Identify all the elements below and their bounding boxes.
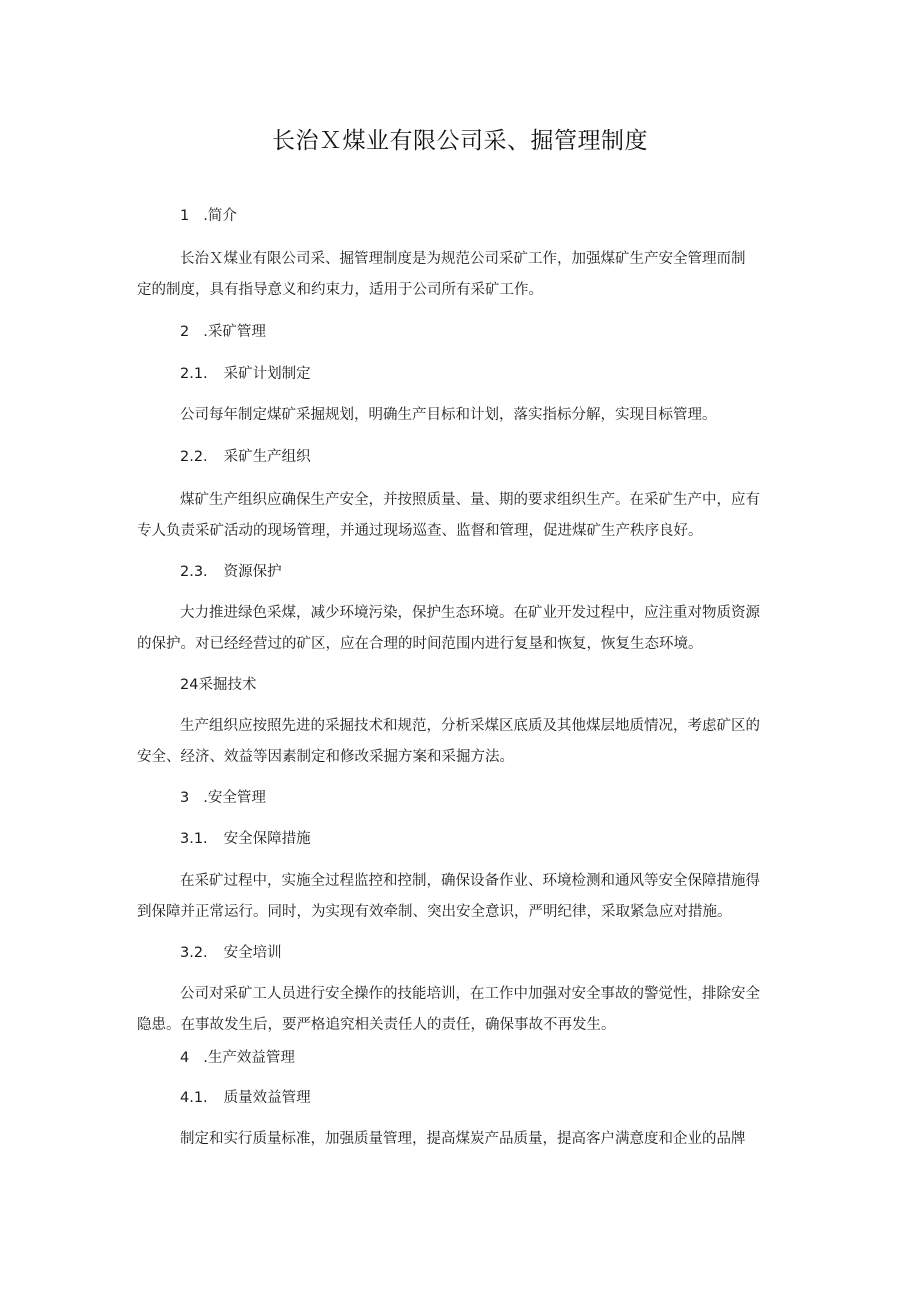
- paragraph-4-1: 制定和实行质量标准，加强质量管理，提高煤炭产品质量，提高客户满意度和企业的品牌: [180, 1131, 746, 1147]
- section-heading-1: 1 .简介: [180, 208, 237, 224]
- subsection-heading-2-3: 2.3. 资源保护: [180, 564, 282, 580]
- paragraph-intro: 长治Ｘ煤业有限公司采、掘管理制度是为规范公司采矿工作，加强煤矿生产安全管理而制 定的制度，具有指导意义和约束力，适用于公司所有采矿工作。: [137, 251, 746, 298]
- subsection-heading-2-2: 2.2. 采矿生产组织: [180, 449, 311, 465]
- paragraph-2-2: 煤矿生产组织应确保生产安全，并按照质量、量、期的要求组织生产。在采矿生产中，应有 专人负责采矿活动的现场管理，并通过现场巡查、监督和管理，促进煤矿生产秩序良好。: [137, 492, 760, 539]
- subsection-heading-3-2: 3.2. 安全培训: [180, 945, 282, 961]
- section-heading-3: 3 .安全管理: [180, 790, 266, 806]
- subsection-heading-3-1: 3.1. 安全保障措施: [180, 831, 311, 847]
- paragraph-2-1: 公司每年制定煤矿采掘规划，明确生产目标和计划，落实指标分解，实现目标管理。: [180, 407, 717, 423]
- paragraph-3-1: 在采矿过程中，实施全过程监控和控制，确保设备作业、环境检测和通风等安全保障措施得 到保障并正常运行。同时，为实现有效牵制、突出安全意识，严明纪律，采取紧急应对措施。: [137, 873, 760, 920]
- paragraph-2-3: 大力推进绿色采煤，减少环境污染，保护生态环境。在矿业开发过程中，应注重对物质资源 的保护。对已经经营过的矿区，应在合理的时间范围内进行复垦和恢复，恢复生态环境。: [137, 605, 760, 652]
- section-heading-4: 4 .生产效益管理: [180, 1050, 295, 1066]
- subsection-heading-4-1: 4.1. 质量效益管理: [180, 1090, 311, 1106]
- subsection-heading-2-4: 24采掘技术: [180, 677, 257, 693]
- paragraph-2-4: 生产组织应按照先进的采掘技术和规范，分析采煤区底质及其他煤层地质情况，考虑矿区的 安全、经济、效益等因素制定和修改采掘方案和采掘方法。: [137, 718, 760, 765]
- document-title: 长治Ｘ煤业有限公司采、掘管理制度: [272, 128, 648, 154]
- paragraph-3-2: 公司对采矿工人员进行安全操作的技能培训，在工作中加强对安全事故的警觉性，排除安全 隐患。在事故发生后，要严格追究相关责任人的责任，确保事故不再发生。: [137, 986, 760, 1033]
- subsection-heading-2-1: 2.1. 采矿计划制定: [180, 366, 311, 382]
- section-heading-2: 2 .采矿管理: [180, 324, 266, 340]
